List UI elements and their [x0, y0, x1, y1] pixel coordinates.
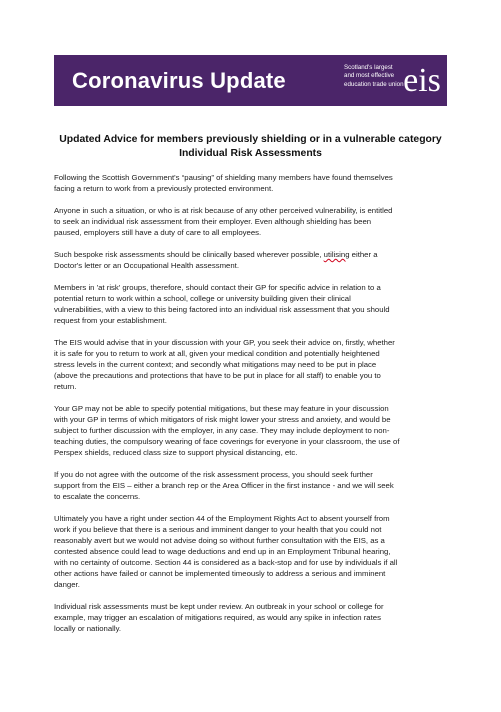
paragraph-mitigations [54, 403, 454, 458]
text-line: teaching duties, the compulsory wearing of face coverings for everyone in your classroom, the use of [54, 437, 400, 446]
text-line: contested absence could lead to wage deductions and end up in an Employment Tribunal hearing, [54, 547, 391, 556]
text-line: request from your establishment. [54, 316, 167, 325]
text-line: it is safe for you to return to work at all, given your medical condition and potentially heightened [54, 349, 380, 358]
advice-body [54, 172, 454, 645]
text-line: danger. [54, 580, 80, 589]
heading-subtitle: Individual Risk Assessments [179, 148, 322, 159]
eis-logo [398, 60, 446, 100]
text-line: Your GP may not be able to specify potential mitigations, but these may feature in your discussion [54, 404, 389, 413]
text-line: If you do not agree with the outcome of the risk assessment process, you should seek further [54, 470, 373, 479]
text-line: Following the Scottish Government's “pausing” of shielding many members have found themselves [54, 173, 393, 182]
text-line: with your GP in terms of which mitigators of risk might lower your stress and anxiety, and would be [54, 415, 391, 424]
text-line: with no certainty of outcome. Section 44 is considered as a back-stop and for use by individuals if all [54, 558, 398, 567]
text-line: Members in 'at risk' groups, therefore, should contact their GP for specific advice in relation to a [54, 283, 381, 292]
text-line: locally or nationally. [54, 624, 122, 633]
text-line: The EIS would advise that in your discussion with your GP, you seek their advice on, firstly, whether [54, 338, 395, 347]
text-line: potential return to work within a school, college or university building given their clinical [54, 294, 351, 303]
spellcheck-flagged-word: utilising [323, 250, 350, 259]
text-line: Doctor's letter or an Occupational Health assessment. [54, 261, 239, 270]
text-line: stress levels in the current context; and secondly what mitigations may need to be put in place [54, 360, 377, 369]
paragraph-disagreement [54, 469, 454, 502]
text-line: Anyone in such a situation, or who is at risk because of any other perceived vulnerability, is entitled [54, 206, 393, 215]
eis-logo-text: eis [403, 62, 441, 99]
text-line: reasonably avert but we would not advise doing so without further consultation with the EIS, as a [54, 536, 385, 545]
heading-title: Updated Advice for members previously shielding or in a vulnerable category [59, 134, 442, 145]
text-line: vulnerabilities, with a view to this being factored into an individual risk assessment that you should [54, 305, 390, 314]
tagline-line: education trade union [344, 80, 404, 88]
paragraph-entitlement [54, 205, 454, 238]
paragraph-shielding-paused [54, 172, 454, 194]
text-line: return. [54, 382, 77, 391]
text-line: Ultimately you have a right under section 44 of the Employment Rights Act to absent yourself from [54, 514, 390, 523]
text-line: facing a return to work from a previously protected environment. [54, 184, 274, 193]
paragraph-clinical-basis [54, 249, 454, 271]
text-line: subject to further discussion with the employer, in any case. They may include deployment to non- [54, 426, 390, 435]
page-heading [30, 133, 471, 161]
tagline-line: Scotland's largest [344, 64, 393, 71]
text-line: to escalate the concerns. [54, 492, 141, 501]
paragraph-at-risk-groups [54, 282, 454, 326]
coronavirus-update-banner [54, 55, 447, 106]
paragraph-section-44 [54, 513, 454, 590]
text-line: other actions have failed or cannot be implemented timeously to address a serious and imminent [54, 569, 386, 578]
text-line: (above the precautions and protections that have to be put in place for all staff) to enable you to [54, 371, 381, 380]
text-line: support from the EIS – either a branch rep or the Area Officer in the first instance - and we will seek [54, 481, 394, 490]
text-line: example, may trigger an escalation of mitigations required, as would any spike in infection rates [54, 613, 381, 622]
text-line: work if you believe that there is a serious and imminent danger to your health that you could not [54, 525, 382, 534]
banner-title: Coronavirus Update [72, 67, 286, 93]
text-line: Perspex shields, reduced class size to support physical distancing, etc. [54, 448, 298, 457]
text-line: to seek an individual risk assessment from their employer. Even although shielding has been [54, 217, 372, 226]
text-line-with-spellcheck: Such bespoke risk assessments should be clinically based wherever possible, utilising either a [54, 250, 378, 259]
tagline-line: and most effective [344, 72, 395, 80]
paragraph-gp-discussion [54, 337, 454, 392]
paragraph-review [54, 601, 454, 634]
text-line: Individual risk assessments must be kept under review. An outbreak in your school or college for [54, 602, 384, 611]
text-line: paused, employers still have a duty of care to all employees. [54, 228, 262, 237]
